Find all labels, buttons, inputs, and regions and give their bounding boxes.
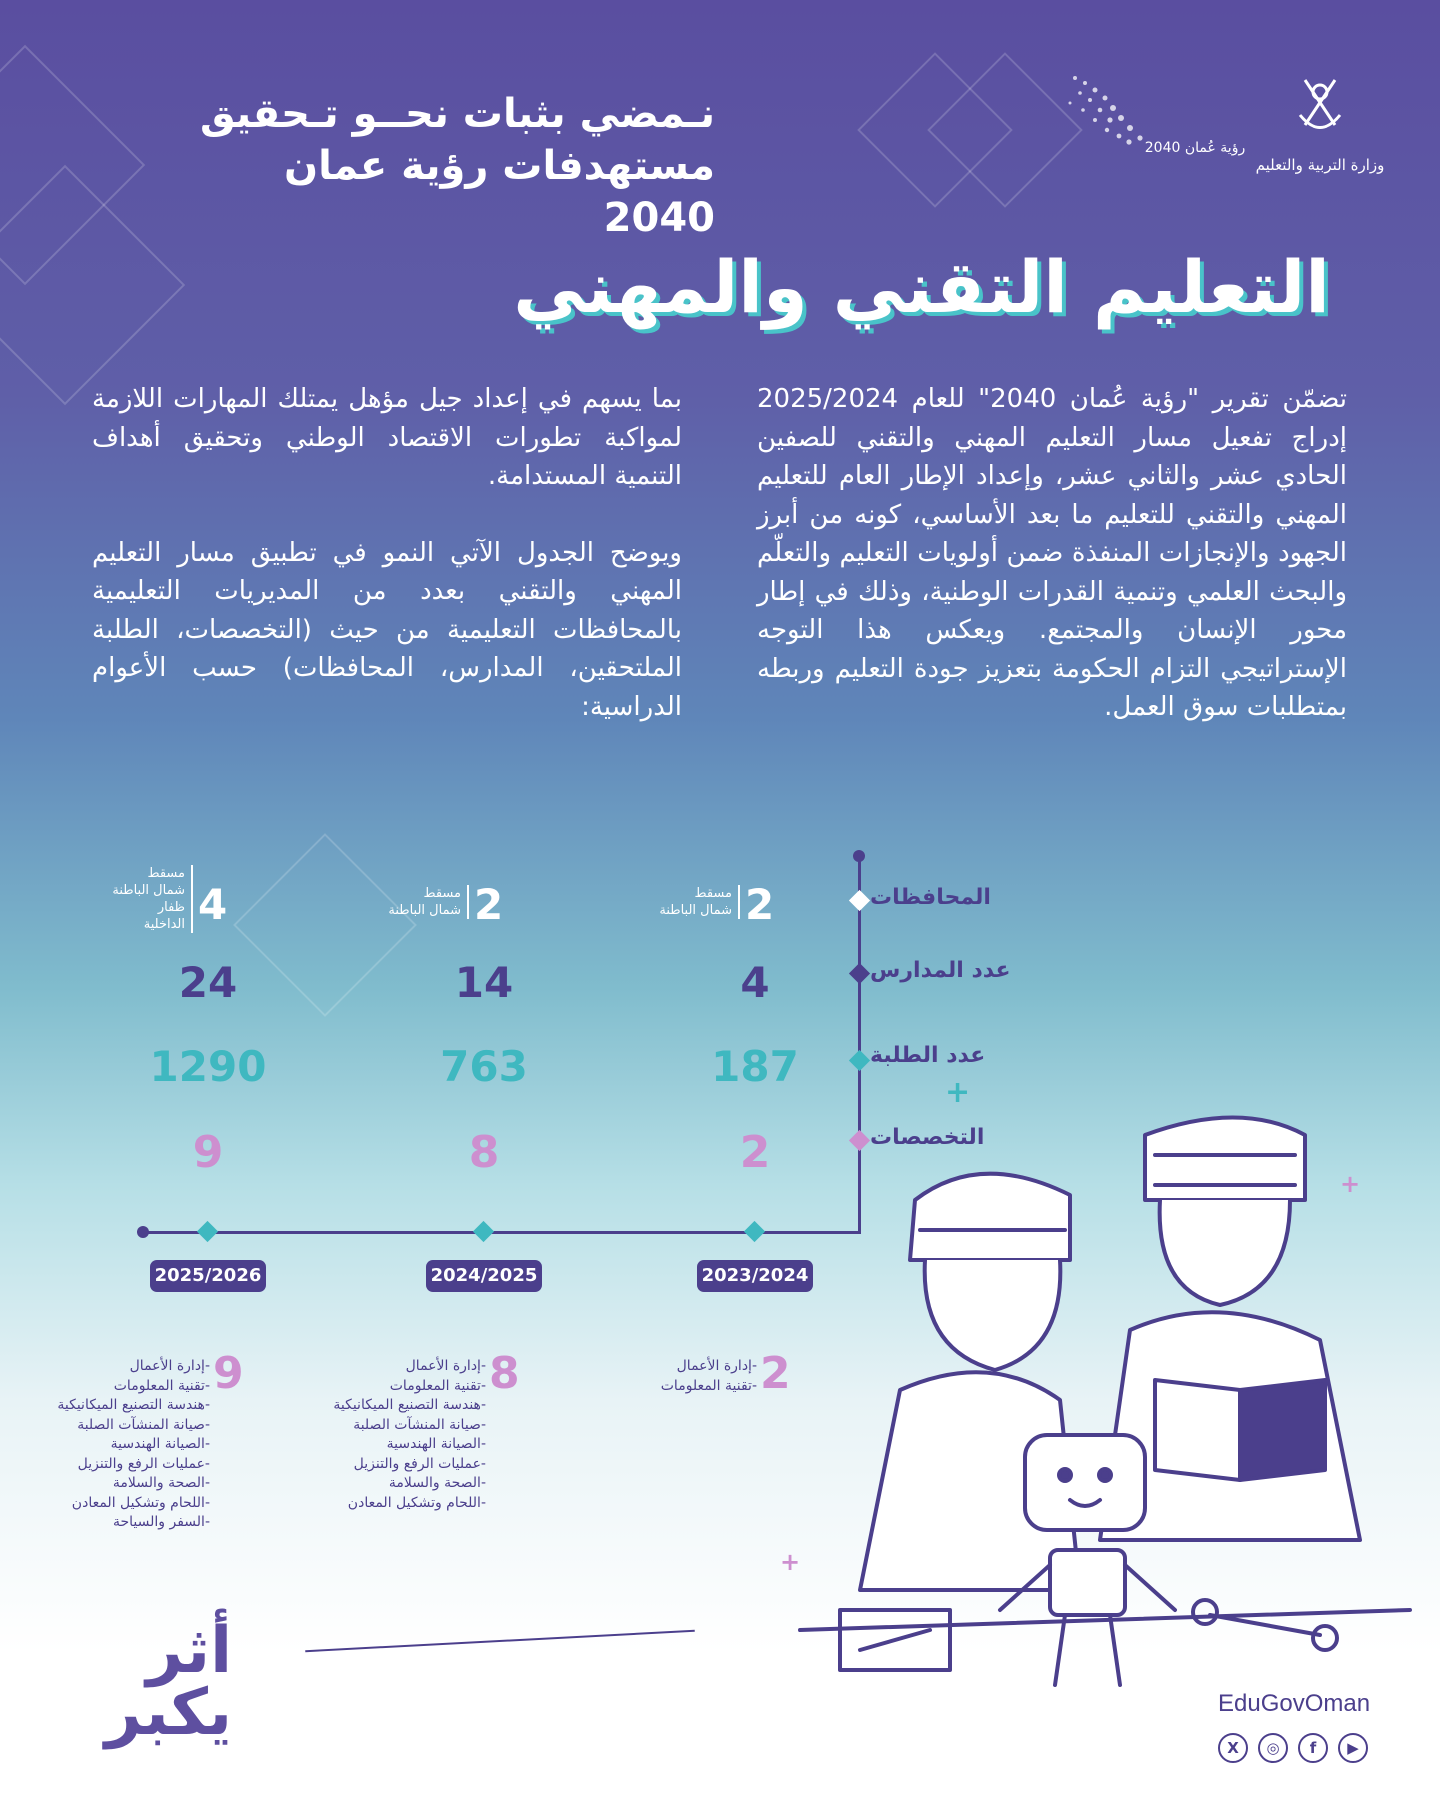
- year-marker: [197, 1221, 218, 1242]
- specialization-item: -إدارة الأعمال: [405, 1358, 486, 1374]
- vision-2040-logo: [1055, 58, 1246, 178]
- governorates-count: 2: [474, 880, 504, 929]
- facebook-icon[interactable]: f: [1298, 1733, 1328, 1763]
- specialization-item: -اللحام وتشكيل المعادن: [347, 1494, 486, 1511]
- year-label: 2024/2025: [426, 1260, 542, 1292]
- intro-paragraph-right: تضمّن تقرير "رؤية عُمان 2040" للعام 2025/2024 إدراج تفعيل مسار التعليم المهني والتقني للصفين الحادي عشر والثاني عشر، وإعداد الإطار العام للتعليم المهني والتقني للتعليم ما بعد الأساسي، كونه من أبرز الجهود والإنجازات المنفذة ضمن أولويات التعليم والتعلّم والبحث العلمي وتنمية القدرات الوطنية، وذلك في إطار محور الإنسان والمجتمع. ويعكس هذا التوجه الإستراتيجي التزام الحكومة بتعزيز جودة التعليم وربطه بمتطلبات سوق العمل.: [757, 384, 1347, 722]
- page-title: التعليم التقني والمهني: [513, 245, 1330, 329]
- specialization-item: -اللحام وتشكيل المعادن: [71, 1494, 210, 1511]
- specializations-count: 2: [739, 1127, 771, 1178]
- specializations-count: 9: [192, 1127, 224, 1178]
- specialization-item: -تقنية المعلومات: [660, 1377, 757, 1394]
- specializations-detail-count: 8: [489, 1348, 520, 1399]
- specializations-list: [0, 1357, 210, 1533]
- governorate-name: شمال الباطنة: [388, 903, 461, 918]
- governorates-count: 4: [198, 880, 228, 929]
- intro-paragraph-left-1: بما يسهم في إعداد جيل مؤهل يمتلك المهارات اللازمة لمواكبة تطورات الاقتصاد الوطني وتحقيق أهداف التنمية المستدامة.: [92, 384, 682, 491]
- specialization-item: -هندسة التصنيع الميكانيكية: [333, 1397, 486, 1413]
- governorate-name: مسقط: [694, 886, 732, 901]
- specialization-item: -تقنية المعلومات: [389, 1377, 486, 1394]
- row-label-students: عدد الطلبة: [870, 1043, 986, 1068]
- governorates-list: [659, 885, 740, 919]
- schools-marker: [849, 963, 870, 984]
- brand-logo: [62, 1614, 232, 1750]
- decor-diamond: [0, 165, 185, 405]
- social-handle[interactable]: EduGovOman: [1218, 1690, 1371, 1717]
- social-icons: [1218, 1733, 1368, 1763]
- specialization-item: -هندسة التصنيع الميكانيكية: [57, 1397, 210, 1413]
- specialization-item: -تقنية المعلومات: [113, 1377, 210, 1394]
- specialization-item: -عمليات الرفع والتنزيل: [77, 1455, 210, 1472]
- students-marker: [849, 1050, 870, 1071]
- ministry-logo-text: وزارة التربية والتعليم: [1255, 156, 1385, 174]
- students-count: 187: [711, 1042, 799, 1091]
- divider-line: [305, 1630, 695, 1652]
- schools-count: 24: [178, 958, 238, 1007]
- specialization-item: -إدارة الأعمال: [129, 1358, 210, 1374]
- specializations-detail-count: 2: [760, 1348, 791, 1399]
- specializations-list: [246, 1357, 486, 1513]
- instagram-icon[interactable]: ◎: [1258, 1733, 1288, 1763]
- slogan-line-2: مستهدفات رؤية عمان 2040: [283, 143, 715, 241]
- brand-line-2: يكبر: [104, 1676, 232, 1750]
- specializations-list: [517, 1357, 757, 1396]
- slogan: [195, 88, 715, 244]
- year-marker: [473, 1221, 494, 1242]
- specialization-item: -الصحة والسلامة: [388, 1475, 486, 1491]
- specialization-item: -السفر والسياحة: [112, 1514, 210, 1530]
- row-label-schools: عدد المدارس: [870, 958, 1011, 983]
- ministry-logo: [1245, 70, 1395, 185]
- brand-line-1: أثر: [146, 1614, 232, 1688]
- year-marker: [744, 1221, 765, 1242]
- year-label: 2023/2024: [697, 1260, 813, 1292]
- governorate-name: شمال الباطنة: [659, 903, 732, 918]
- specialization-item: -الصيانة الهندسية: [110, 1436, 210, 1452]
- students-robot-illustration: [780, 1075, 1410, 1710]
- svg-text:+: +: [780, 1548, 801, 1576]
- row-label-governorates: المحافظات: [870, 885, 991, 910]
- specializations-count: 8: [468, 1127, 500, 1178]
- specialization-item: -إدارة الأعمال: [676, 1358, 757, 1374]
- governorate-name: شمال الباطنة: [112, 883, 185, 898]
- schools-count: 4: [740, 958, 770, 1007]
- students-count: 1290: [149, 1042, 267, 1091]
- intro-paragraph-left: [92, 380, 682, 726]
- svg-text:+: +: [945, 1075, 971, 1110]
- youtube-icon[interactable]: ▶: [1338, 1733, 1368, 1763]
- year-label: 2025/2026: [150, 1260, 266, 1292]
- governorates-list: [388, 885, 469, 919]
- specialization-item: -صيانة المنشآت الصلبة: [77, 1416, 210, 1433]
- intro-paragraph-left-2: ويوضح الجدول الآتي النمو في تطبيق مسار التعليم المهني والتقني بعدد من المديريات التعليمية بالمحافظات التعليمية من حيث (التخصصات، الطلبة الملتحقين، المدارس، المحافظات) حسب الأعوام الدراسية:: [92, 537, 682, 722]
- svg-text:+: +: [1340, 1170, 1361, 1198]
- specializations-detail-count: 9: [213, 1348, 244, 1399]
- governorate-name: الداخلية: [143, 917, 185, 932]
- specialization-item: -صيانة المنشآت الصلبة: [353, 1416, 486, 1433]
- governorate-name: مسقط: [423, 886, 461, 901]
- vision-logo-text: رؤية عُمان 2040: [1144, 140, 1246, 156]
- specialization-item: -عمليات الرفع والتنزيل: [353, 1455, 486, 1472]
- specialization-item: -الصيانة الهندسية: [386, 1436, 486, 1452]
- governorates-marker: [849, 890, 870, 911]
- row-label-specializations: التخصصات: [870, 1125, 985, 1150]
- axis-end-dot: [137, 1226, 149, 1238]
- x-icon[interactable]: X: [1218, 1733, 1248, 1763]
- governorate-name: ظفار: [157, 900, 185, 915]
- governorate-name: مسقط: [147, 866, 185, 881]
- students-count: 763: [440, 1042, 528, 1091]
- specialization-item: -الصحة والسلامة: [112, 1475, 210, 1491]
- slogan-line-1: نـمضي بثبات نحــو تـحقيق: [199, 91, 715, 137]
- governorates-list: [112, 865, 193, 933]
- schools-count: 14: [454, 958, 514, 1007]
- governorates-count: 2: [745, 880, 775, 929]
